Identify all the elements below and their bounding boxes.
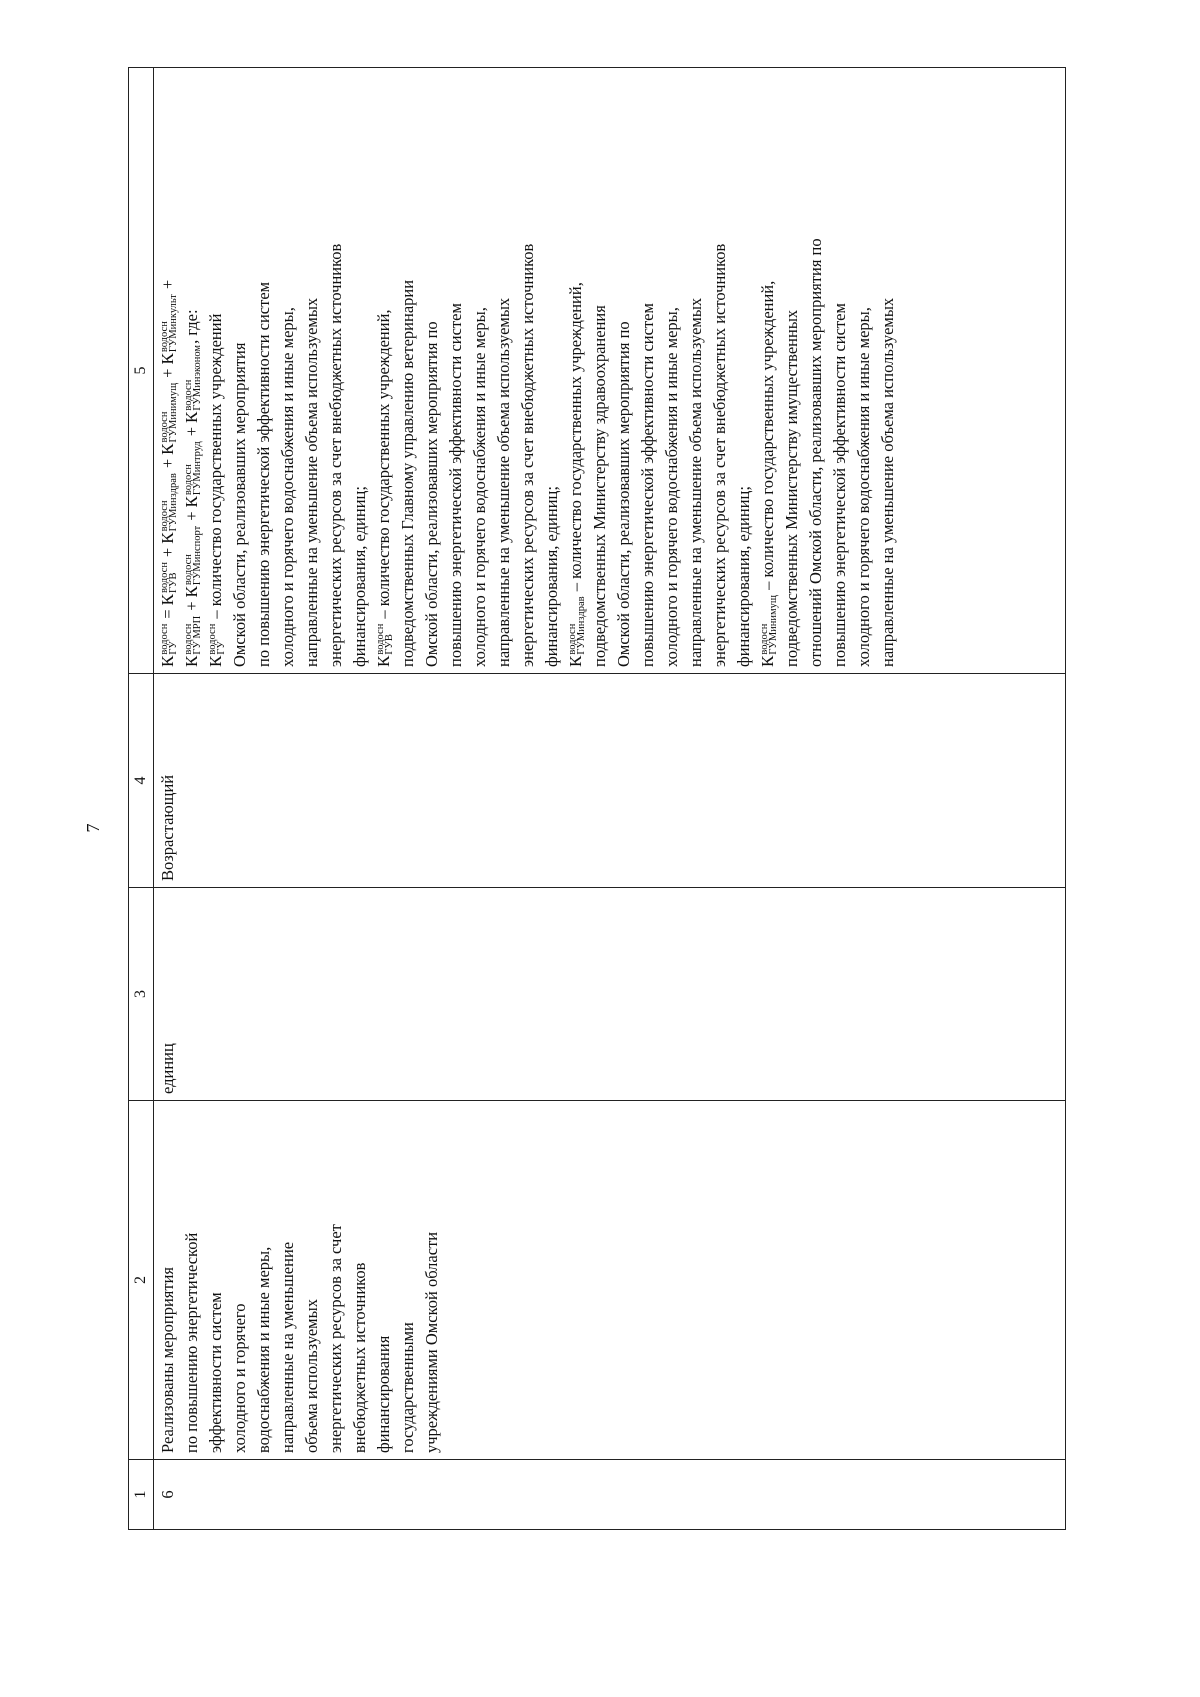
- definition-line: [612, 74, 636, 667]
- definition-text: повышению энергетической эффективности систем: [446, 303, 465, 667]
- indicator-name-cell: [154, 1101, 1066, 1460]
- plus-sign: +: [182, 601, 201, 611]
- k-term: [158, 382, 180, 455]
- definition-line: [564, 74, 588, 667]
- k-indices: [160, 473, 178, 531]
- k-superscript: водосн: [159, 623, 171, 655]
- k-subscript: ГУМинэконом: [192, 344, 204, 411]
- k-superscript: водосн: [159, 411, 171, 443]
- definition-text: холодного и горячего водоснабжения и иные меры,: [278, 307, 297, 667]
- k-subscript: ГУМинздрав: [168, 473, 180, 532]
- k-indices: [184, 616, 202, 655]
- k-symbol: К: [158, 532, 177, 544]
- k-superscript: водосн: [159, 562, 171, 594]
- definition-text: Омской области, реализовавших мероприятия по: [422, 321, 441, 667]
- k-superscript: водосн: [183, 379, 195, 411]
- definition-line: [372, 74, 396, 667]
- definition-text: холодного и горячего водоснабжения и иные меры,: [470, 307, 489, 667]
- k-superscript: водосн: [159, 321, 171, 353]
- plus-sign: +: [182, 511, 201, 521]
- k-indices: [160, 562, 178, 593]
- k-term: [158, 561, 180, 606]
- indicator-name-line: по повышению энергетической: [182, 1232, 201, 1453]
- table-row: [154, 68, 1066, 1530]
- k-indices: [376, 624, 394, 655]
- definition-line: [228, 74, 252, 667]
- k-term: [758, 594, 780, 667]
- definition-text: Омской области, реализовавших мероприятия: [230, 342, 249, 667]
- k-indices: [184, 526, 202, 585]
- definition-line: [804, 74, 828, 667]
- k-subscript: ГУМинтруд: [192, 441, 204, 496]
- definition-text: направленные на уменьшение объема используемых: [686, 297, 705, 667]
- k-symbol: К: [182, 655, 201, 667]
- row-number-cell: 6: [154, 1460, 1066, 1530]
- k-symbol: К: [158, 594, 177, 606]
- definition-text: подведомственных Министерству имущественных: [782, 309, 801, 667]
- definition-line: [516, 74, 540, 667]
- definition-line: [588, 74, 612, 667]
- definition-line: [204, 74, 228, 667]
- k-symbol: К: [758, 655, 777, 667]
- k-symbol: К: [566, 655, 585, 667]
- plus-sign: +: [158, 279, 177, 290]
- definition-text: повышению энергетической эффективности систем: [638, 303, 657, 667]
- definition-line: [540, 74, 564, 667]
- definition-text: направленные на уменьшение объема используемых: [878, 297, 897, 667]
- definition-text: холодного и горячего водоснабжения и иные меры,: [662, 307, 681, 667]
- table-header-row: [129, 68, 154, 1530]
- k-indices: [160, 383, 178, 443]
- k-subscript: ГУМинкульт: [168, 294, 180, 353]
- definition-text: подведомственных Министерству здравоохранения: [590, 305, 609, 667]
- definition-line: [852, 74, 876, 667]
- k-superscript: водосн: [567, 623, 579, 655]
- k-indices: [184, 441, 202, 495]
- k-indices: [160, 294, 178, 352]
- column-number-1: 1: [129, 1460, 154, 1530]
- definition-line: [396, 74, 420, 667]
- definition-text: отношений Омской области, реализовавших мероприятия по: [806, 238, 825, 667]
- k-symbol: К: [182, 411, 201, 423]
- definition-line: [660, 74, 684, 667]
- definition-line: [420, 74, 444, 667]
- k-indices: [208, 624, 226, 655]
- definition-text: холодного и горячего водоснабжения и иные меры,: [854, 307, 873, 667]
- page-number: 7: [83, 823, 103, 833]
- k-indices: [568, 596, 586, 654]
- definition-text: финансирования, единиц;: [734, 486, 753, 667]
- k-term: [158, 293, 180, 365]
- k-term: [158, 623, 180, 667]
- k-symbol: К: [374, 655, 393, 667]
- definition-line: [780, 74, 804, 667]
- k-indices: [760, 595, 778, 655]
- k-subscript: ГУВ: [384, 634, 396, 655]
- indicator-table: [128, 67, 1066, 1530]
- k-superscript: водосн: [159, 500, 171, 532]
- definition-line: [732, 74, 756, 667]
- k-term: [374, 623, 396, 667]
- k-subscript: ГУМинимущ: [168, 382, 180, 443]
- formula-line: [156, 74, 180, 667]
- formula-block: [156, 74, 204, 667]
- definition-text: энергетических ресурсов за счет внебюджетных источников: [518, 243, 537, 667]
- definition-text: – количество государственных учреждений,: [758, 280, 777, 594]
- k-term: [182, 525, 204, 598]
- indicator-name-line: энергетических ресурсов за счет: [326, 1224, 345, 1453]
- k-superscript: водосн: [183, 623, 195, 655]
- unit-cell: единиц: [154, 888, 1066, 1101]
- k-term: [206, 623, 228, 667]
- trend-cell: Возрастающий: [154, 674, 1066, 888]
- column-number-5: 5: [129, 68, 154, 674]
- definitions-block: [204, 74, 900, 667]
- definition-line: [636, 74, 660, 667]
- column-number-4: 4: [129, 674, 154, 888]
- k-symbol: К: [158, 443, 177, 455]
- definition-line: [492, 74, 516, 667]
- k-superscript: водосн: [207, 623, 219, 655]
- definition-text: повышению энергетической эффективности систем: [830, 303, 849, 667]
- k-subscript: ГУМинспорт: [192, 525, 204, 586]
- indicator-name-line: водоснабжения и иные меры,: [254, 1246, 273, 1453]
- definition-text: – количество государственных учреждений: [206, 313, 225, 623]
- definition-text: направленные на уменьшение объема используемых: [302, 297, 321, 667]
- definition-line: [684, 74, 708, 667]
- k-term: [158, 472, 180, 544]
- k-symbol: К: [206, 655, 225, 667]
- indicator-name-line: направленные на уменьшение: [278, 1241, 297, 1453]
- plus-sign: +: [158, 458, 177, 469]
- plus-sign: +: [182, 426, 201, 437]
- indicator-name-line: финансирования: [374, 1335, 393, 1453]
- definition-line: [444, 74, 468, 667]
- k-term: [566, 595, 588, 667]
- definition-line: [468, 74, 492, 667]
- definition-text: по повышению энергетической эффективности систем: [254, 281, 273, 667]
- k-subscript: ГУМинимущ: [768, 594, 780, 655]
- formula-line: [180, 74, 204, 667]
- k-subscript: ГУ: [168, 641, 180, 655]
- k-subscript: ГУ: [216, 641, 228, 655]
- k-superscript: водосн: [759, 623, 771, 655]
- definition-text: направленные на уменьшение объема используемых: [494, 297, 513, 667]
- definition-text: финансирования, единиц;: [542, 486, 561, 667]
- k-indices: [184, 345, 202, 411]
- definition-line: [252, 74, 276, 667]
- k-superscript: водосн: [375, 623, 387, 655]
- column-number-2: 2: [129, 1101, 154, 1460]
- k-subscript: ГУ МРП: [192, 615, 204, 655]
- indicator-name-line: Реализованы мероприятия: [158, 1266, 177, 1453]
- k-superscript: водосн: [183, 464, 195, 496]
- indicator-name-line: внебюджетных источников: [350, 1262, 369, 1453]
- definition-line: [348, 74, 372, 667]
- indicator-name-lines: [156, 1107, 444, 1453]
- plus-sign: +: [158, 368, 177, 378]
- definition-line: [300, 74, 324, 667]
- plus-sign: +: [158, 547, 177, 558]
- formula-cell: [154, 68, 1066, 674]
- column-number-3: 3: [129, 888, 154, 1101]
- k-term: [182, 615, 204, 667]
- indicator-name-line: государственными: [398, 1322, 417, 1453]
- k-superscript: водосн: [183, 554, 195, 586]
- definition-line: [828, 74, 852, 667]
- indicator-name-line: объема используемых: [302, 1299, 321, 1453]
- k-term: [182, 344, 204, 423]
- indicator-name-line: холодного и горячего: [230, 1303, 249, 1453]
- k-symbol: К: [182, 586, 201, 598]
- definition-line: [276, 74, 300, 667]
- definition-line: [756, 74, 780, 667]
- equals-sign: =: [158, 609, 177, 619]
- definition-text: энергетических ресурсов за счет внебюджетных источников: [710, 243, 729, 667]
- k-symbol: К: [158, 655, 177, 667]
- rotated-table-frame: [128, 68, 1066, 1530]
- definition-line: [708, 74, 732, 667]
- k-term: [182, 440, 204, 508]
- definition-text: – количество государственных учреждений,: [374, 309, 393, 623]
- definition-text: Омской области, реализовавших мероприятия по: [614, 321, 633, 667]
- definition-text: подведомственных Главному управлению ветеринарии: [398, 279, 417, 667]
- formula-where: , где:: [182, 309, 201, 344]
- definition-text: финансирования, единиц;: [350, 486, 369, 667]
- k-symbol: К: [182, 496, 201, 508]
- indicator-name-line: учреждениями Омской области: [422, 1231, 441, 1453]
- k-symbol: К: [158, 353, 177, 365]
- k-indices: [160, 624, 178, 655]
- indicator-name-line: эффективности систем: [206, 1292, 225, 1453]
- definition-line: [324, 74, 348, 667]
- k-subscript: ГУМинздрав: [576, 596, 588, 655]
- definition-text: энергетических ресурсов за счет внебюджетных источников: [326, 243, 345, 667]
- definition-line: [876, 74, 900, 667]
- definition-text: – количество государственных учреждений,: [566, 282, 585, 596]
- k-subscript: ГУВ: [168, 572, 180, 594]
